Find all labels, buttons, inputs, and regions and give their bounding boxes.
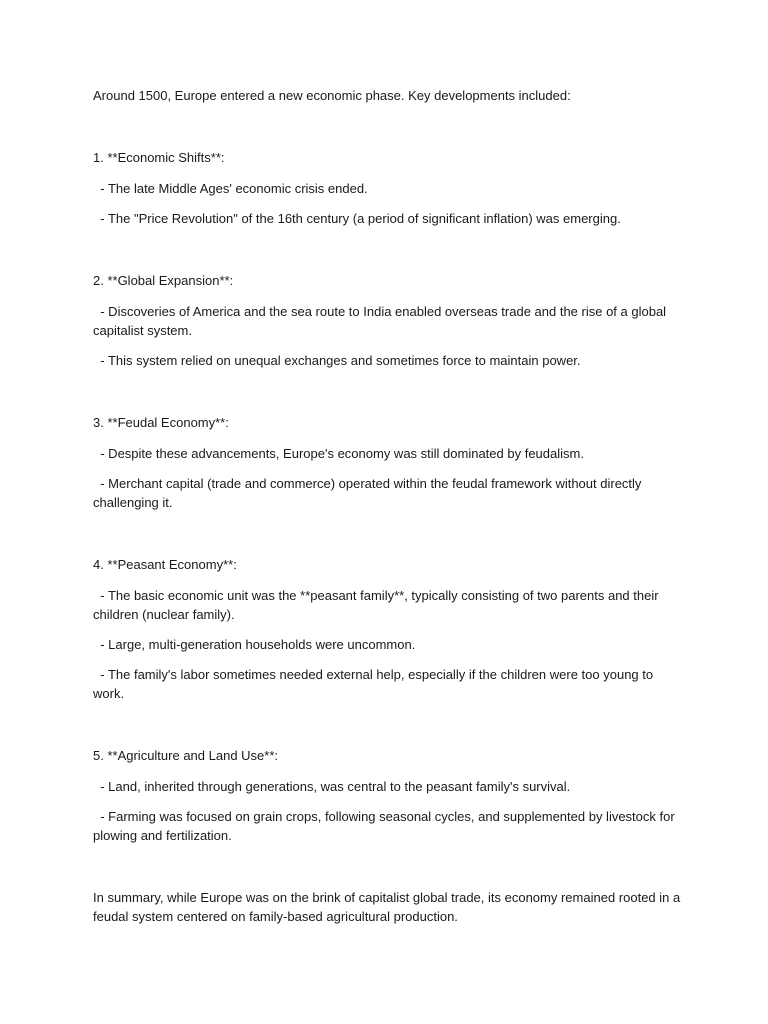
section-economic-shifts — [93, 148, 683, 228]
summary-paragraph: In summary, while Europe was on the brink of capitalist global trade, its economy remained rooted in a feudal system centered on family-based agricultural production. — [93, 890, 681, 924]
section-heading: 2. **Global Expansion**: — [93, 273, 234, 288]
section-heading: 3. **Feudal Economy**: — [93, 415, 229, 430]
document-page — [93, 86, 683, 926]
section-agriculture-land-use — [93, 746, 683, 845]
bullet-item: - This system relied on unequal exchanges and sometimes force to maintain power. — [93, 353, 581, 368]
section-feudal-economy — [93, 413, 683, 512]
section-heading: 1. **Economic Shifts**: — [93, 150, 225, 165]
bullet-item: - The "Price Revolution" of the 16th century (a period of significant inflation) was emerging. — [93, 211, 621, 226]
section-heading: 5. **Agriculture and Land Use**: — [93, 748, 279, 763]
bullet-item: - Despite these advancements, Europe's economy was still dominated by feudalism. — [93, 446, 584, 461]
bullet-item: - Large, multi-generation households were uncommon. — [93, 637, 416, 652]
section-global-expansion — [93, 271, 683, 370]
bullet-item: - The basic economic unit was the **peasant family**, typically consisting of two parents and their children (nuclear family). — [93, 588, 663, 622]
bullet-item: - Land, inherited through generations, was central to the peasant family's survival. — [93, 779, 571, 794]
section-peasant-economy — [93, 555, 683, 703]
bullet-item: - Merchant capital (trade and commerce) operated within the feudal framework without directly challenging it. — [93, 476, 646, 510]
intro-paragraph: Around 1500, Europe entered a new economic phase. Key developments included: — [93, 88, 571, 103]
bullet-item: - The late Middle Ages' economic crisis ended. — [93, 181, 368, 196]
bullet-item: - Farming was focused on grain crops, following seasonal cycles, and supplemented by livestock for plowing and fertilization. — [93, 809, 679, 843]
bullet-item: - The family's labor sometimes needed external help, especially if the children were too young to work. — [93, 667, 657, 701]
bullet-item: - Discoveries of America and the sea route to India enabled overseas trade and the rise of a global capitalist system. — [93, 304, 670, 338]
section-heading: 4. **Peasant Economy**: — [93, 557, 237, 572]
